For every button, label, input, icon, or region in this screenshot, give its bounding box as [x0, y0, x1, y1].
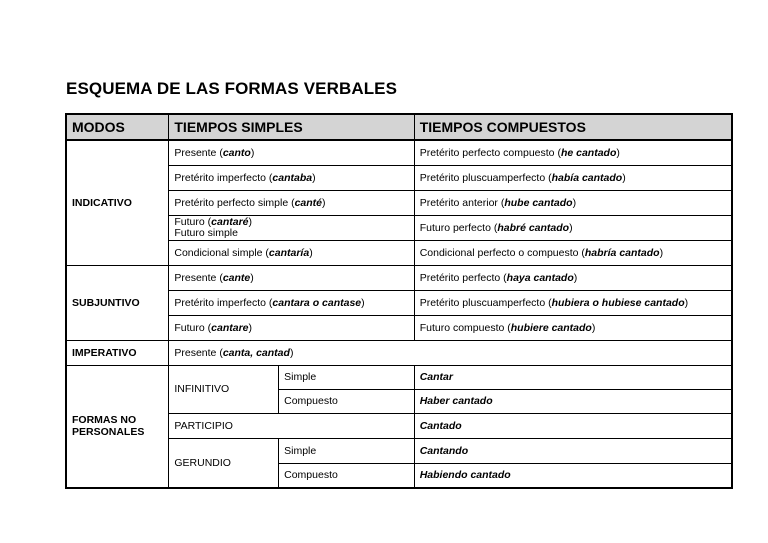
compound-tense-cell: Pretérito perfecto compuesto (he cantado)	[414, 140, 732, 165]
header-row	[66, 114, 732, 140]
simple-tense-cell: Condicional simple (cantaría)	[169, 240, 414, 265]
gerundio-simple-label: Simple	[279, 438, 415, 463]
simple-tense-cell: Pretérito imperfecto (cantaba)	[169, 165, 414, 190]
header-modos: MODOS	[66, 114, 169, 140]
infinitivo-label: INFINITIVO	[169, 365, 279, 413]
infinitivo-compuesto-value: Haber cantado	[414, 389, 732, 413]
simple-tense-cell: Presente (cante)	[169, 265, 414, 290]
simple-tense-cell: Presente (canta, cantad)	[169, 340, 732, 365]
simple-tense-cell: Pretérito imperfecto (cantara o cantase)	[169, 290, 414, 315]
compound-tense-cell: Futuro compuesto (hubiere cantado)	[414, 315, 732, 340]
mode-imperativo: IMPERATIVO	[66, 340, 169, 365]
mode-formas-no-personales: FORMAS NO PERSONALES	[66, 365, 169, 488]
page-title: ESQUEMA DE LAS FORMAS VERBALES	[66, 79, 398, 98]
header-tiempos-simples: TIEMPOS SIMPLES	[169, 114, 414, 140]
gerundio-compuesto-value: Habiendo cantado	[414, 463, 732, 488]
table-row	[66, 140, 732, 165]
table-row	[66, 365, 732, 389]
table-row	[66, 340, 732, 365]
compound-tense-cell: Pretérito perfecto (haya cantado)	[414, 265, 732, 290]
simple-tense-cell: Futuro (cantare)	[169, 315, 414, 340]
gerundio-label: GERUNDIO	[169, 438, 279, 488]
mode-indicativo: INDICATIVO	[66, 140, 169, 265]
compound-tense-cell: Condicional perfecto o compuesto (habría cantado)	[414, 240, 732, 265]
compound-tense-cell: Pretérito pluscuamperfecto (había cantado)	[414, 165, 732, 190]
mode-subjuntivo: SUBJUNTIVO	[66, 265, 169, 340]
participio-label: PARTICIPIO	[169, 413, 414, 438]
participio-value: Cantado	[414, 413, 732, 438]
compound-tense-cell: Pretérito anterior (hube cantado)	[414, 190, 732, 215]
infinitivo-simple-label: Simple	[279, 365, 415, 389]
compound-tense-cell: Pretérito pluscuamperfecto (hubiera o hubiese cantado)	[414, 290, 732, 315]
infinitivo-compuesto-label: Compuesto	[279, 389, 415, 413]
simple-tense-cell: Pretérito perfecto simple (canté)	[169, 190, 414, 215]
gerundio-compuesto-label: Compuesto	[279, 463, 415, 488]
infinitivo-simple-value: Cantar	[414, 365, 732, 389]
header-tiempos-compuestos: TIEMPOS COMPUESTOS	[414, 114, 732, 140]
gerundio-simple-value: Cantando	[414, 438, 732, 463]
table-row	[66, 265, 732, 290]
verb-forms-table	[65, 113, 733, 489]
compound-tense-cell: Futuro perfecto (habré cantado)	[414, 215, 732, 240]
simple-tense-cell: Futuro (cantaré) Futuro simple	[169, 215, 414, 240]
simple-tense-cell: Presente (canto)	[169, 140, 414, 165]
